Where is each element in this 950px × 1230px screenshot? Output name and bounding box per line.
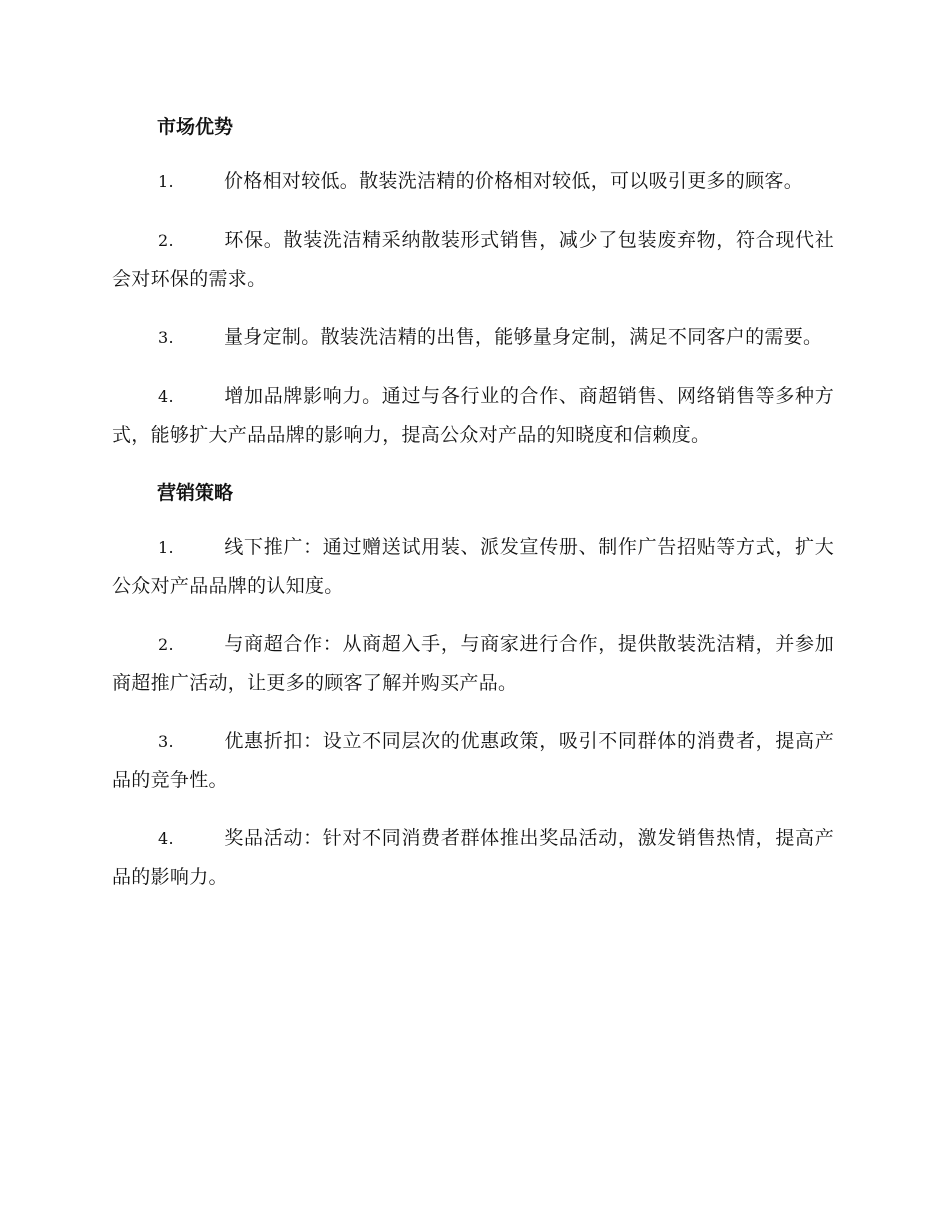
section-heading-market-advantages: 市场优势	[157, 116, 234, 138]
list-item	[112, 377, 834, 454]
list-item-number: 2.	[158, 635, 174, 654]
list-item-number: 3.	[158, 328, 174, 347]
list-item	[112, 528, 834, 605]
list-item	[112, 318, 834, 357]
list-item-number: 2.	[158, 231, 174, 250]
list-item-text: 线下推广：通过赠送试用装、派发宣传册、制作广告招贴等方式，扩大公众对产品品牌的认知度。	[112, 536, 834, 597]
list-item-number: 4.	[158, 829, 174, 848]
list-item-text: 增加品牌影响力。通过与各行业的合作、商超销售、网络销售等多种方式，能够扩大产品品牌的影响力，提高公众对产品的知晓度和信赖度。	[112, 385, 834, 446]
list-item-text: 价格相对较低。散装洗洁精的价格相对较低，可以吸引更多的顾客。	[224, 170, 804, 192]
section-heading-marketing-strategy: 营销策略	[157, 482, 234, 504]
list-item-number: 3.	[158, 732, 174, 751]
list-item	[112, 162, 834, 201]
list-item-number: 1.	[158, 172, 174, 191]
list-item-number: 1.	[158, 538, 174, 557]
list-item-text: 量身定制。散装洗洁精的出售，能够量身定制，满足不同客户的需要。	[224, 326, 823, 348]
list-item	[112, 722, 834, 799]
list-item-text: 环保。散装洗洁精采纳散装形式销售，减少了包装废弃物，符合现代社会对环保的需求。	[112, 229, 834, 290]
list-item	[112, 221, 834, 298]
list-item-number: 4.	[158, 387, 174, 406]
list-item-text: 与商超合作：从商超入手，与商家进行合作，提供散装洗洁精，并参加商超推广活动，让更多的顾客了解并购买产品。	[112, 633, 834, 694]
document-content	[112, 108, 834, 916]
list-item	[112, 819, 834, 896]
list-item-text: 奖品活动：针对不同消费者群体推出奖品活动，激发销售热情，提高产品的影响力。	[112, 827, 834, 888]
list-item-text: 优惠折扣：设立不同层次的优惠政策，吸引不同群体的消费者，提高产品的竞争性。	[112, 730, 834, 791]
list-item	[112, 625, 834, 702]
